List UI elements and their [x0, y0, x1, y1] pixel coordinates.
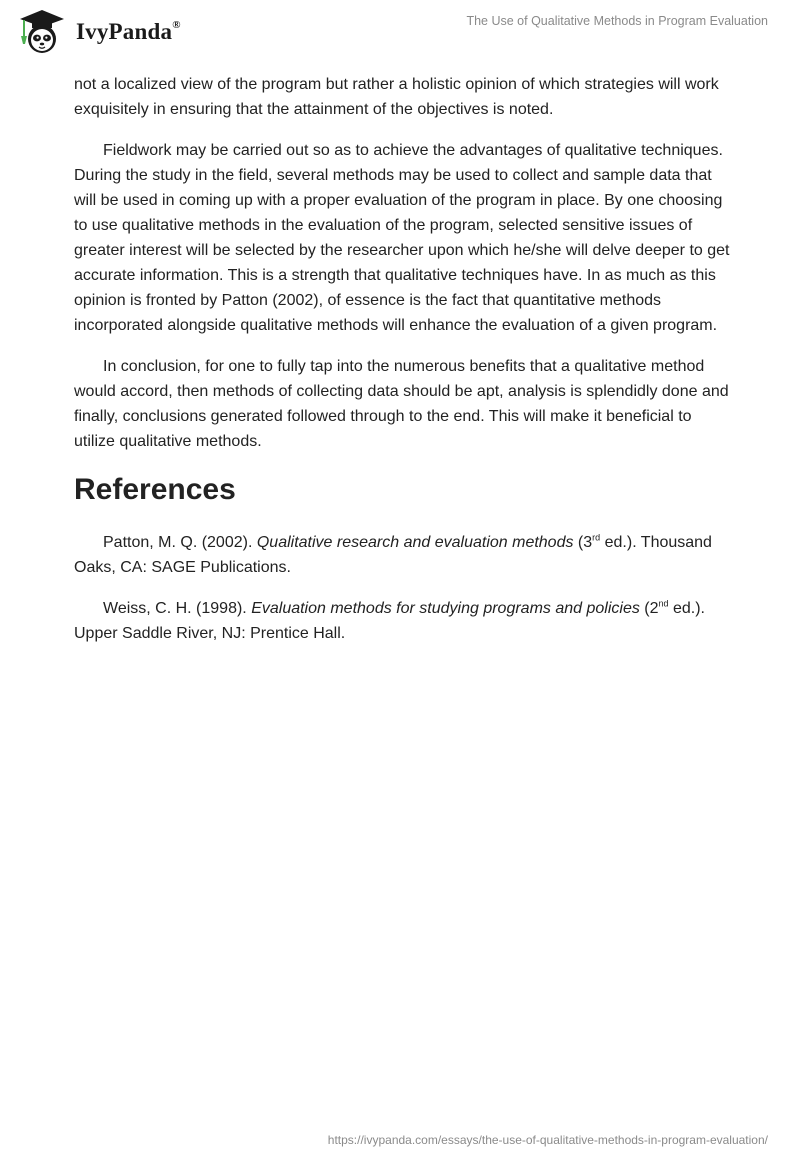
document-title: The Use of Qualitative Methods in Program Evaluation	[466, 14, 768, 28]
panda-graduate-logo-icon	[14, 8, 70, 56]
reference-title: Evaluation methods for studying programs and policies	[251, 600, 640, 617]
reference-title: Qualitative research and evaluation methods	[256, 534, 574, 551]
references-heading: References	[74, 473, 236, 506]
brand-name	[76, 19, 181, 45]
reference-edition: (2	[639, 600, 659, 617]
reference-patton	[74, 530, 734, 580]
reference-publisher: ed.). Thousand Oaks, CA: SAGE Publications.	[74, 534, 712, 576]
reference-edition-suffix: nd	[658, 598, 669, 609]
paragraph-fieldwork: Fieldwork may be carried out so as to achieve the advantages of qualitative techniques. During the study in the field, several methods may be used to collect and sample data that will be used in coming up with a proper evaluation of the program in place. By one choosing to use qualitative methods in the evaluation of the program, selected sensitive issues of greater interest will be selected by the researcher upon which he/she will delve deeper to get accurate information. This is a strength that qualitative techniques have. In as much as this opinion is fronted by Patton (2002), of essence is the fact that quantitative methods incorporated alongside qualitative methods will enhance the evaluation of a given program.	[74, 142, 730, 334]
source-url-link[interactable]: https://ivypanda.com/essays/the-use-of-qualitative-methods-in-program-evaluation/	[327, 1133, 768, 1147]
paragraph-continuation: not a localized view of the program but rather a holistic opinion of which strategies will work exquisitely in ensuring that the attainment of the objectives is noted.	[74, 76, 719, 118]
reference-publisher: ed.). Upper Saddle River, NJ: Prentice Hall.	[74, 600, 705, 642]
reference-edition-suffix: rd	[592, 532, 601, 543]
paragraph-conclusion: In conclusion, for one to fully tap into the numerous benefits that a qualitative method would accord, then methods of collecting data should be apt, analysis is splendidly done and finally, conclusions generated followed through to the end. This will make it beneficial to utilize qualitative methods.	[74, 358, 729, 450]
reference-lead: Weiss, C. H. (1998).	[103, 600, 252, 617]
page-header	[0, 0, 800, 62]
reference-weiss	[74, 596, 734, 646]
ivypanda-logo[interactable]	[14, 8, 181, 56]
reference-lead: Patton, M. Q. (2002).	[103, 534, 257, 551]
brand-label: IvyPanda	[76, 19, 173, 44]
essay-content	[74, 72, 734, 662]
registered-mark: ®	[172, 19, 181, 32]
reference-edition: (3	[573, 534, 593, 551]
